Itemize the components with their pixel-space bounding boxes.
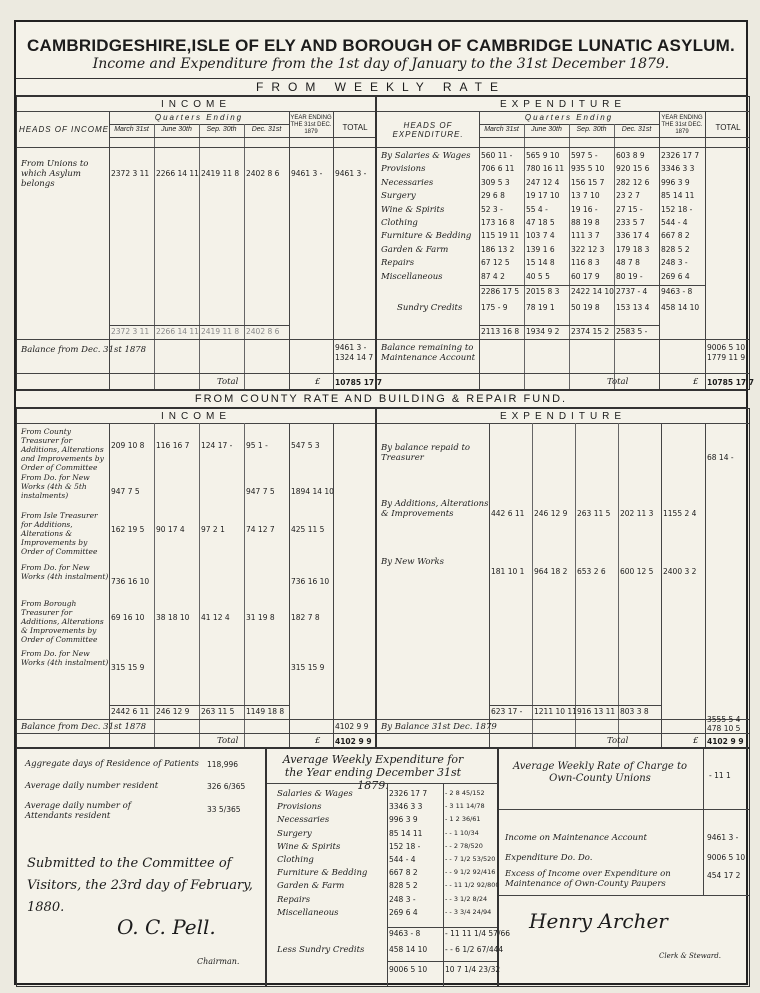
average-weekly-value: - 1 2 36/61 <box>445 815 481 824</box>
expenditure-quarter-value: 780 16 11 <box>526 164 565 174</box>
expenditure-row-label: Clothing <box>381 218 418 228</box>
page-title: CAMBRIDGESHIRE,ISLE OF ELY AND BOROUGH OF CAMBRIDGE LUNATIC ASYLUM. <box>27 36 735 55</box>
average-year-value: 248 3 - <box>389 894 416 904</box>
county-income-row-label: From County Treasurer for Additions, Alterations and Improvements by Order of Committee <box>21 427 104 472</box>
county-expenditure-total-value: 68 14 - <box>707 453 734 462</box>
balance-remaining-label: Balance remaining to Maintenance Account <box>381 343 476 363</box>
county-expenditure-year-value: 2400 3 2 <box>663 567 697 576</box>
average-row-label: Wine & Spirits <box>277 841 341 852</box>
average-weekly-value: - - 11 1/2 92/800 <box>445 881 500 890</box>
county-income-quarter-value: 947 7 5 <box>246 487 275 496</box>
weekly-expenditure-total: 10785 17 7 <box>707 378 754 387</box>
expenditure-quarter-value: 19 16 - <box>571 204 598 214</box>
county-income-quarter-value: 31 19 8 <box>246 613 275 622</box>
expenditure-quarter-value: 67 12 5 <box>481 258 510 268</box>
county-expenditure-section: EXPENDITURE By balance repaid to Treasurer 68 14 - By Additions, Alterations & Improvements 442 6 11 246 12 9 263 11 5 202 11 3 1155 2 4 By New Works 181 10 1 964 18 2 653 2 6 600 12 5 2400 3 2 623 17 - 1211 10 11 916 13 11 803 3 8 By Balance 31st Dec. 1879 3555 5 4 478 10 5 Total £ 4102 9 9 <box>376 408 750 748</box>
expenditure-quarter-value: 13 7 10 <box>571 191 600 201</box>
expenditure-year-value: 544 - 4 <box>661 218 688 227</box>
county-expenditure-year-value: 1155 2 4 <box>663 509 697 518</box>
expenditure-quarter-value: 115 19 11 <box>481 231 520 241</box>
average-row-label: Clothing <box>277 855 314 865</box>
county-expenditure-row-label: By New Works <box>381 557 445 567</box>
county-expenditure-quarter-value: 246 12 9 <box>534 509 568 518</box>
average-row-label: Surgery <box>277 828 312 839</box>
page-subtitle: Income and Expenditure from the 1st day of January to the 31st December 1879. <box>92 56 670 72</box>
weekly-income-section: INCOME HEADS OF INCOME Quarters Ending March 31st June 30th Sep. 30th Dec. 31st YEAR ENDING THE 31st DEC. 1879 TOTAL From Unions to which Asylum belongs 2372 3 11 2266 14 11 2419 11 8 2402 8 6 9461 3 - 9461 3 - 2372 3 11 2266 14 11 2419 11 8 2402 8 6 Balance from Dec. 31st 1878 9461 3 - 1324 14 7 Total £ 10785 17 7 <box>16 96 376 390</box>
submitted-note: Submitted to the Committee of Visitors, the 23rd day of February, 1880. <box>27 856 253 915</box>
aggregate-days-value: 118,996 <box>207 760 239 769</box>
expenditure-quarter-value: 23 2 7 <box>616 191 640 201</box>
county-expenditure-quarter-value: 263 11 5 <box>577 509 611 518</box>
average-weekly-value: - - 1 10/34 <box>445 828 479 837</box>
county-income-quarter-value: 315 15 9 <box>111 663 145 672</box>
expenditure-quarter-value: 560 11 - <box>481 151 513 160</box>
expenditure-quarter-value: 116 8 3 <box>571 258 600 268</box>
average-row-label: Salaries & Wages <box>277 789 353 799</box>
average-year-value: 996 3 9 <box>389 815 418 825</box>
county-income-quarter-value: 162 19 5 <box>111 525 145 534</box>
expenditure-year-value: 996 3 9 <box>661 177 690 187</box>
quarters-ending-label: Quarters Ending <box>154 113 244 122</box>
weekly-rate-band: FROM WEEKLY RATE <box>16 78 746 96</box>
expenditure-quarter-value: 309 5 3 <box>481 177 510 187</box>
expenditure-quarter-value: 55 4 - <box>526 204 548 214</box>
county-expenditure-quarter-value: 964 18 2 <box>534 567 568 576</box>
county-income-row-label: From Do. for New Works (4th instalment) <box>21 563 109 581</box>
expenditure-quarter-value: 173 16 8 <box>481 218 515 227</box>
county-income-quarter-value: 69 16 10 <box>111 613 145 622</box>
county-income-quarter-value: 116 16 7 <box>156 441 190 450</box>
expenditure-quarter-value: 60 17 9 <box>571 271 600 281</box>
weekly-expenditure-section: EXPENDITURE HEADS OF EXPENDITURE. Quarters Ending March 31st June 30th Sep. 30th Dec. 31st YEAR ENDING THE 31st DEC. 1879 TOTAL By Salaries & Wages 560 11 - 565 9 10 597 5 - 603 8 9 2326 17 7 Provisions 706 6 11 780 16 11 935 5 10 920 15 6 3346 3 3 Necessaries 309 5 3 247 12 4 156 15 7 282 12 6 996 3 9 Surgery 29 6 8 19 17 10 13 7 10 23 2 7 85 14 11 Wine & Spirits 52 3 - 55 4 - 19 16 - 27 15 - 152 18 - Clothing 173 16 8 47 18 5 88 19 8 233 5 7 544 - 4 Furniture & Bedding 115 19 11 103 7 4 111 3 7 336 17 4 667 8 2 Garden & Farm 186 13 2 139 1 6 322 12 3 179 18 3 828 5 2 Repairs 67 12 5 15 14 8 116 8 3 48 7 8 248 3 - Miscellaneous 87 4 2 40 5 5 60 17 9 80 19 - 269 6 4 2286 17 5 2015 8 3 2422 14 10 2737 - 4 9463 - 8 Sundry Credits 175 - 9 78 19 1 50 19 8 153 13 4 458 14 10 2113 16 8 1934 9 2 2374 15 2 2583 5 - Balance remaining to Maintenance Account 9006 5 10 1779 11 9 Total £ 10785 17 7 <box>376 96 750 390</box>
expenditure-quarter-value: 15 14 8 <box>526 258 555 268</box>
expenditure-quarter-value: 233 5 7 <box>616 218 645 227</box>
weekly-income-total: 10785 17 7 <box>335 378 382 387</box>
expenditure-quarter-value: 29 6 8 <box>481 191 505 201</box>
expenditure-quarter-value: 247 12 4 <box>526 177 560 187</box>
county-income-section: INCOME From County Treasurer for Additions, Alterations and Improvements by Order of Committee 209 10 8 116 16 7 124 17 - 95 1 - 547 5 3 From Do. for New Works (4th & 5th instalments) 947 7 5 947 7 5 1894 14 10 From Isle Treasurer for Additions, Alterations & Improvements by Order of Committee 162 19 5 90 17 4 97 2 1 74 12 7 425 11 5 From Do. for New Works (4th instalment) 736 16 10 736 16 10 From Borough Treasurer for Additions, Alterations & Improvements by Order of Committee 69 16 10 38 18 10 41 12 4 31 19 8 182 7 8 From Do. for New Works (4th instalment) 315 15 9 315 15 9 2442 6 11 246 12 9 263 11 5 1149 18 8 Balance from Dec. 31st 1878 4102 9 9 Total £ 4102 9 9 <box>16 408 376 748</box>
expenditure-quarter-value: 322 12 3 <box>571 244 605 254</box>
average-year-value: 828 5 2 <box>389 881 418 891</box>
average-weekly-value: - - 9 1/2 92/416 <box>445 868 496 877</box>
expenditure-year-value: 667 8 2 <box>661 231 690 241</box>
county-expenditure-quarter-value: 202 11 3 <box>620 509 654 518</box>
county-income-year-value: 1894 14 10 <box>291 487 334 496</box>
county-income-quarter-value: 209 10 8 <box>111 441 145 450</box>
average-year-value: 667 8 2 <box>389 868 418 878</box>
expenditure-year-value: 828 5 2 <box>661 244 690 254</box>
average-year-value: 544 - 4 <box>389 855 416 864</box>
county-income-quarter-value: 124 17 - <box>201 441 233 450</box>
expenditure-quarter-value: 103 7 4 <box>526 231 555 241</box>
expenditure-row-label: Provisions <box>381 164 426 175</box>
expenditure-quarter-value: 27 15 - <box>616 204 643 214</box>
expenditure-row-label: Furniture & Bedding <box>381 231 472 242</box>
clerk-signature: Henry Archer <box>529 909 668 933</box>
average-row-label: Repairs <box>277 894 311 905</box>
expenditure-year-value: 3346 3 3 <box>661 164 695 174</box>
expenditure-quarter-value: 186 13 2 <box>481 244 515 254</box>
heads-of-income-label: HEADS OF INCOME <box>19 125 109 134</box>
county-income-row-label: From Do. for New Works (4th & 5th instalments) <box>21 473 90 500</box>
average-year-value: 269 6 4 <box>389 907 418 917</box>
average-weekly-title: Average Weekly Expenditure for the Year ending December 31st 1879. <box>282 753 464 792</box>
average-weekly-value: - - 3 3/4 24/94 <box>445 907 492 916</box>
average-year-value: 152 18 - <box>389 841 421 851</box>
county-expenditure-row-label: By balance repaid to Treasurer <box>381 443 471 463</box>
expenditure-quarter-value: 48 7 8 <box>616 258 640 268</box>
county-income-year-value: 425 11 5 <box>291 525 325 534</box>
expenditure-quarter-value: 706 6 11 <box>481 164 515 174</box>
expenditure-year-value: 248 3 - <box>661 258 688 268</box>
expenditure-quarter-value: 80 19 - <box>616 271 643 281</box>
expenditure-row-label: Wine & Spirits <box>381 204 445 215</box>
county-expenditure-total: 4102 9 9 <box>707 737 744 746</box>
county-income-year-value: 736 16 10 <box>291 577 330 586</box>
expenditure-quarter-value: 111 3 7 <box>571 231 600 241</box>
county-income-quarter-value: 95 1 - <box>246 441 268 450</box>
county-expenditure-quarter-value: 600 12 5 <box>620 567 654 576</box>
weekly-income-heading: INCOME <box>161 99 231 110</box>
average-row-label: Furniture & Bedding <box>277 868 368 879</box>
expenditure-quarter-value: 88 19 8 <box>571 218 600 227</box>
county-income-row-label: From Isle Treasurer for Additions, Alterations & Improvements by Order of Committee <box>21 511 98 556</box>
county-income-row-label: From Do. for New Works (4th instalment) <box>21 649 109 667</box>
expenditure-quarter-value: 565 9 10 <box>526 151 560 160</box>
expenditure-year-value: 2326 17 7 <box>661 151 700 160</box>
average-row-label: Necessaries <box>277 815 330 826</box>
average-weekly-value: - 3 11 14/78 <box>445 802 485 811</box>
average-weekly-value: - - 3 1/2 8/24 <box>445 894 488 903</box>
county-income-year-value: 182 7 8 <box>291 613 320 622</box>
county-income-row-label: From Borough Treasurer for Additions, Alterations & Improvements by Order of Committee <box>21 599 104 644</box>
average-weekly-section: Average Weekly Expenditure for the Year ending December 31st 1879. Salaries & Wages 2326 17 7 - 2 8 45/152 Provisions 3346 3 3 - 3 11 14/78 Necessaries 996 3 9 - 1 2 36/61 Surgery 85 14 11 - - 1 10/34 Wine & Spirits 152 18 - - - 2 78/520 Clothing 544 - 4 - - 7 1/2 53/520 Furniture & Bedding 667 8 2 - - 9 1/2 92/416 Garden & Farm 828 5 2 - - 11 1/2 92/800 Repairs 248 3 - - - 3 1/2 8/24 Miscellaneous 269 6 4 - - 3 3/4 24/94 9463 - 8 - 11 11 1/4 57/66 Less Sundry Credits 458 14 10 - - 6 1/2 67/444 9006 5 10 10 7 1/4 23/32 <box>266 748 498 987</box>
expenditure-quarter-value: 40 5 5 <box>526 271 550 281</box>
stats-section: Aggregate days of Residence of Patients 118,996 Average daily number resident 326 6/365 Average daily number of Attendants resident 33 5/365 Submitted to the Committee of Visitors, the 23rd day of February, 1880. O. C. Pell. Chairman. <box>16 748 266 987</box>
expenditure-quarter-value: 139 1 6 <box>526 244 555 254</box>
average-year-value: 85 14 11 <box>389 828 423 838</box>
expenditure-quarter-value: 19 17 10 <box>526 191 560 201</box>
county-income-quarter-value: 74 12 7 <box>246 525 275 534</box>
expenditure-quarter-value: 52 3 - <box>481 204 503 214</box>
expenditure-quarter-value: 156 15 7 <box>571 177 605 187</box>
weekly-income-row-label: From Unions to which Asylum belongs <box>21 159 89 189</box>
ledger-sheet <box>14 20 754 985</box>
expenditure-quarter-value: 282 12 6 <box>616 177 650 187</box>
expenditure-row-label: By Salaries & Wages <box>381 151 471 161</box>
expenditure-quarter-value: 920 15 6 <box>616 164 650 174</box>
county-income-quarter-value: 736 16 10 <box>111 577 150 586</box>
county-income-quarter-value: 90 17 4 <box>156 525 185 534</box>
county-income-year-value: 315 15 9 <box>291 663 325 672</box>
expenditure-row-label: Necessaries <box>381 177 434 188</box>
county-income-quarter-value: 97 2 1 <box>201 525 225 534</box>
charge-value: - 11 1 <box>709 771 731 780</box>
expenditure-quarter-value: 603 8 9 <box>616 151 645 160</box>
weekly-expenditure-heading: EXPENDITURE <box>499 99 627 110</box>
average-weekly-value: - 2 8 45/152 <box>445 789 485 797</box>
expenditure-row-label: Garden & Farm <box>381 244 449 255</box>
average-row-label: Provisions <box>277 802 322 813</box>
sundry-credits-label: Sundry Credits <box>397 303 463 313</box>
average-year-value: 3346 3 3 <box>389 802 423 812</box>
expenditure-quarter-value: 935 5 10 <box>571 164 605 174</box>
weekly-balance-label: Balance from Dec. 31st 1878 <box>21 345 147 355</box>
average-row-label: Garden & Farm <box>277 881 345 892</box>
county-income-quarter-value: 947 7 5 <box>111 487 140 496</box>
county-rate-band: FROM COUNTY RATE AND BUILDING & REPAIR FUND. <box>16 390 746 408</box>
expenditure-quarter-value: 87 4 2 <box>481 271 505 281</box>
county-income-total: 4102 9 9 <box>335 737 372 746</box>
average-weekly-value: - - 2 78/520 <box>445 841 483 850</box>
charge-title: Average Weekly Rate of Charge to Own-County Unions <box>512 761 688 784</box>
expenditure-year-value: 152 18 - <box>661 204 693 214</box>
county-expenditure-quarter-value: 653 2 6 <box>577 567 606 576</box>
county-income-year-value: 547 5 3 <box>291 441 320 450</box>
chairman-signature: O. C. Pell. <box>117 915 216 939</box>
average-year-value: 2326 17 7 <box>389 789 428 798</box>
county-expenditure-quarter-value: 442 6 11 <box>491 509 525 518</box>
county-expenditure-row-label: By Additions, Alterations & Improvements <box>381 499 489 519</box>
county-income-quarter-value: 41 12 4 <box>201 613 230 622</box>
expenditure-quarter-value: 47 18 5 <box>526 218 555 227</box>
average-row-label: Miscellaneous <box>277 907 339 918</box>
expenditure-quarter-value: 336 17 4 <box>616 231 650 241</box>
expenditure-quarter-value: 597 5 - <box>571 151 598 160</box>
expenditure-row-label: Miscellaneous <box>381 271 443 282</box>
expenditure-row-label: Surgery <box>381 191 416 202</box>
expenditure-quarter-value: 179 18 3 <box>616 244 650 254</box>
charge-section: Average Weekly Rate of Charge to Own-County Unions - 11 1 Income on Maintenance Account 9461 3 - Expenditure Do. Do. 9006 5 10 Excess of Income over Expenditure on Maintenance of Own-County Paupers 454 17 2 Henry Archer Clerk & Steward. <box>498 748 750 987</box>
county-income-quarter-value: 38 18 10 <box>156 613 190 622</box>
expenditure-year-value: 85 14 11 <box>661 191 695 201</box>
average-weekly-value: - - 7 1/2 53/520 <box>445 855 496 863</box>
expenditure-year-value: 269 6 4 <box>661 271 690 281</box>
county-expenditure-quarter-value: 181 10 1 <box>491 567 525 576</box>
expenditure-row-label: Repairs <box>381 258 415 269</box>
